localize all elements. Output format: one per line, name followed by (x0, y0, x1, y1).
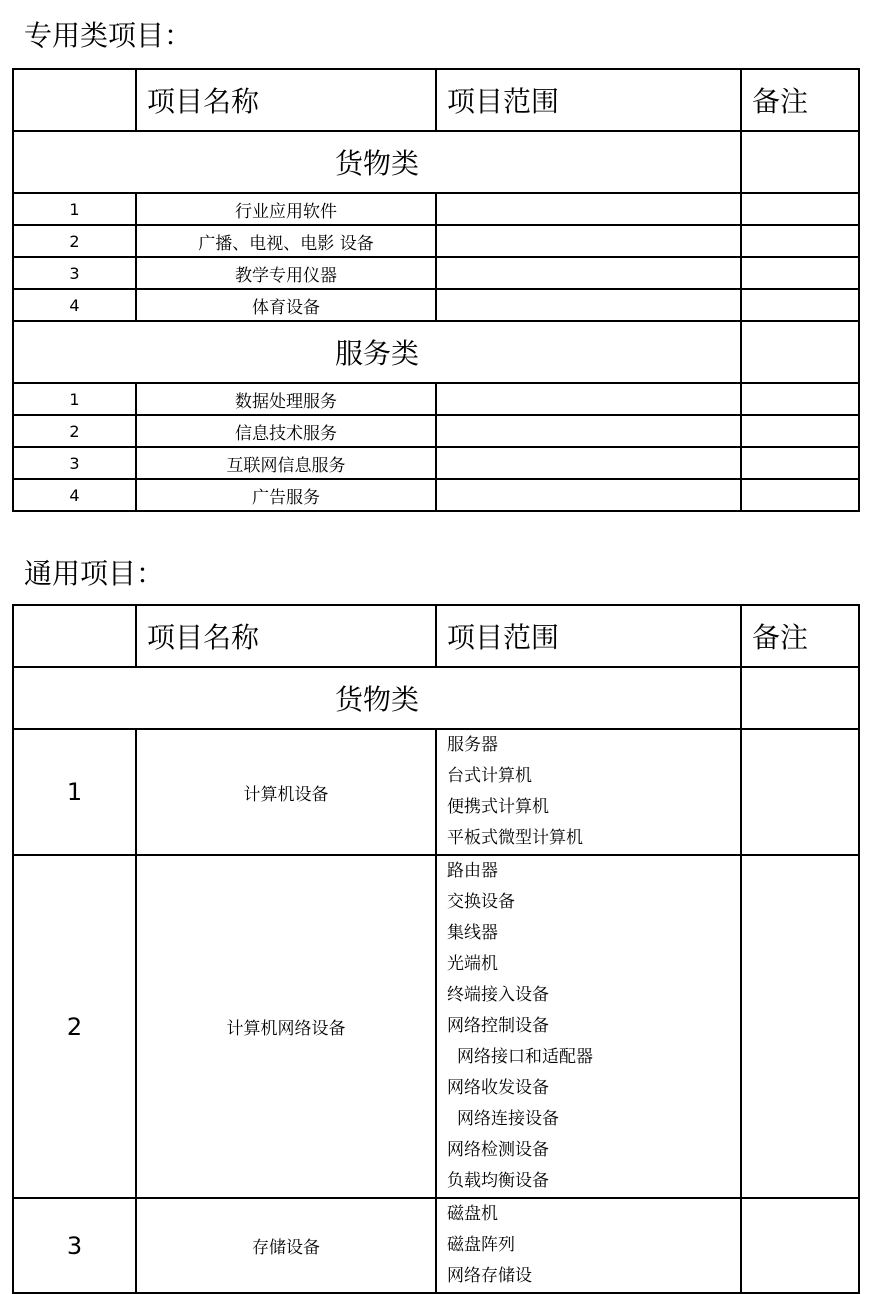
row-scope (436, 447, 741, 479)
row-name: 体育设备 (136, 289, 436, 321)
header-index-cell (13, 69, 136, 131)
row-name: 行业应用软件 (136, 193, 436, 225)
row-scope (436, 1198, 741, 1293)
scope-item: 便携式计算机 (447, 797, 549, 817)
row-number: 1 (13, 729, 136, 855)
scope-item: 网络收发设备 (447, 1078, 549, 1098)
row-note (741, 383, 859, 415)
row-note (741, 1198, 859, 1293)
general-header-row (13, 605, 859, 667)
table-row (13, 1198, 859, 1293)
row-number: 2 (13, 855, 136, 1198)
general-goods-category-row (13, 667, 859, 729)
row-number: 3 (13, 257, 136, 289)
category-title: 货物类 (13, 131, 741, 193)
row-number: 3 (13, 1198, 136, 1293)
row-name: 存储设备 (136, 1198, 436, 1293)
scope-item: 台式计算机 (447, 766, 532, 786)
header-scope-cell: 项目范围 (436, 69, 741, 131)
header-name-cell: 项目名称 (136, 605, 436, 667)
table-row (13, 289, 859, 321)
row-number: 4 (13, 479, 136, 511)
category-title: 货物类 (13, 667, 741, 729)
row-note (741, 257, 859, 289)
row-name: 计算机设备 (136, 729, 436, 855)
table-row (13, 479, 859, 511)
table-row (13, 257, 859, 289)
scope-item: 磁盘阵列 (447, 1235, 515, 1255)
header-scope-cell: 项目范围 (436, 605, 741, 667)
general-heading: 通用项目： (24, 557, 165, 590)
special-services-category-row (13, 321, 859, 383)
row-scope (436, 257, 741, 289)
scope-item: 网络检测设备 (447, 1140, 549, 1160)
scope-item: 终端接入设备 (447, 985, 549, 1005)
general-table (12, 604, 860, 1294)
row-scope (436, 415, 741, 447)
row-note (741, 855, 859, 1198)
row-scope (436, 225, 741, 257)
scope-item: 网络控制设备 (447, 1016, 549, 1036)
row-number: 2 (13, 225, 136, 257)
header-name-cell: 项目名称 (136, 69, 436, 131)
scope-item: 路由器 (447, 861, 498, 881)
table-row (13, 225, 859, 257)
row-scope (436, 479, 741, 511)
row-number: 1 (13, 193, 136, 225)
row-scope (436, 289, 741, 321)
scope-item: 交换设备 (447, 892, 515, 912)
scope-item: 集线器 (447, 923, 498, 943)
scope-item: 网络接口和适配器 (457, 1047, 593, 1067)
table-row (13, 855, 859, 1198)
note-cell (741, 131, 859, 193)
row-scope (436, 193, 741, 225)
special-table (12, 68, 860, 512)
row-number: 3 (13, 447, 136, 479)
table-row (13, 415, 859, 447)
row-note (741, 479, 859, 511)
note-cell (741, 667, 859, 729)
row-scope (436, 729, 741, 855)
row-note (741, 225, 859, 257)
special-heading: 专用类项目： (24, 19, 193, 52)
header-note-cell: 备注 (741, 69, 859, 131)
row-name: 数据处理服务 (136, 383, 436, 415)
row-scope (436, 383, 741, 415)
row-number: 2 (13, 415, 136, 447)
row-note (741, 193, 859, 225)
special-header-row (13, 69, 859, 131)
row-number: 1 (13, 383, 136, 415)
scope-item: 网络连接设备 (457, 1109, 559, 1129)
row-note (741, 289, 859, 321)
scope-item: 网络存储设 (447, 1266, 532, 1286)
category-title: 服务类 (13, 321, 741, 383)
row-name: 广告服务 (136, 479, 436, 511)
row-number: 4 (13, 289, 136, 321)
scope-item: 平板式微型计算机 (447, 828, 583, 848)
note-cell (741, 321, 859, 383)
row-name: 计算机网络设备 (136, 855, 436, 1198)
row-note (741, 415, 859, 447)
header-index-cell (13, 605, 136, 667)
scope-item: 服务器 (447, 735, 498, 755)
table-row (13, 193, 859, 225)
header-note-cell: 备注 (741, 605, 859, 667)
table-row (13, 729, 859, 855)
scope-item: 光端机 (447, 954, 498, 974)
row-scope (436, 855, 741, 1198)
row-name: 互联网信息服务 (136, 447, 436, 479)
row-note (741, 447, 859, 479)
table-row (13, 383, 859, 415)
table-row (13, 447, 859, 479)
row-name: 信息技术服务 (136, 415, 436, 447)
row-note (741, 729, 859, 855)
scope-item: 负载均衡设备 (447, 1171, 549, 1191)
special-goods-category-row (13, 131, 859, 193)
scope-item: 磁盘机 (447, 1204, 498, 1224)
row-name: 教学专用仪器 (136, 257, 436, 289)
row-name: 广播、电视、电影 设备 (136, 225, 436, 257)
